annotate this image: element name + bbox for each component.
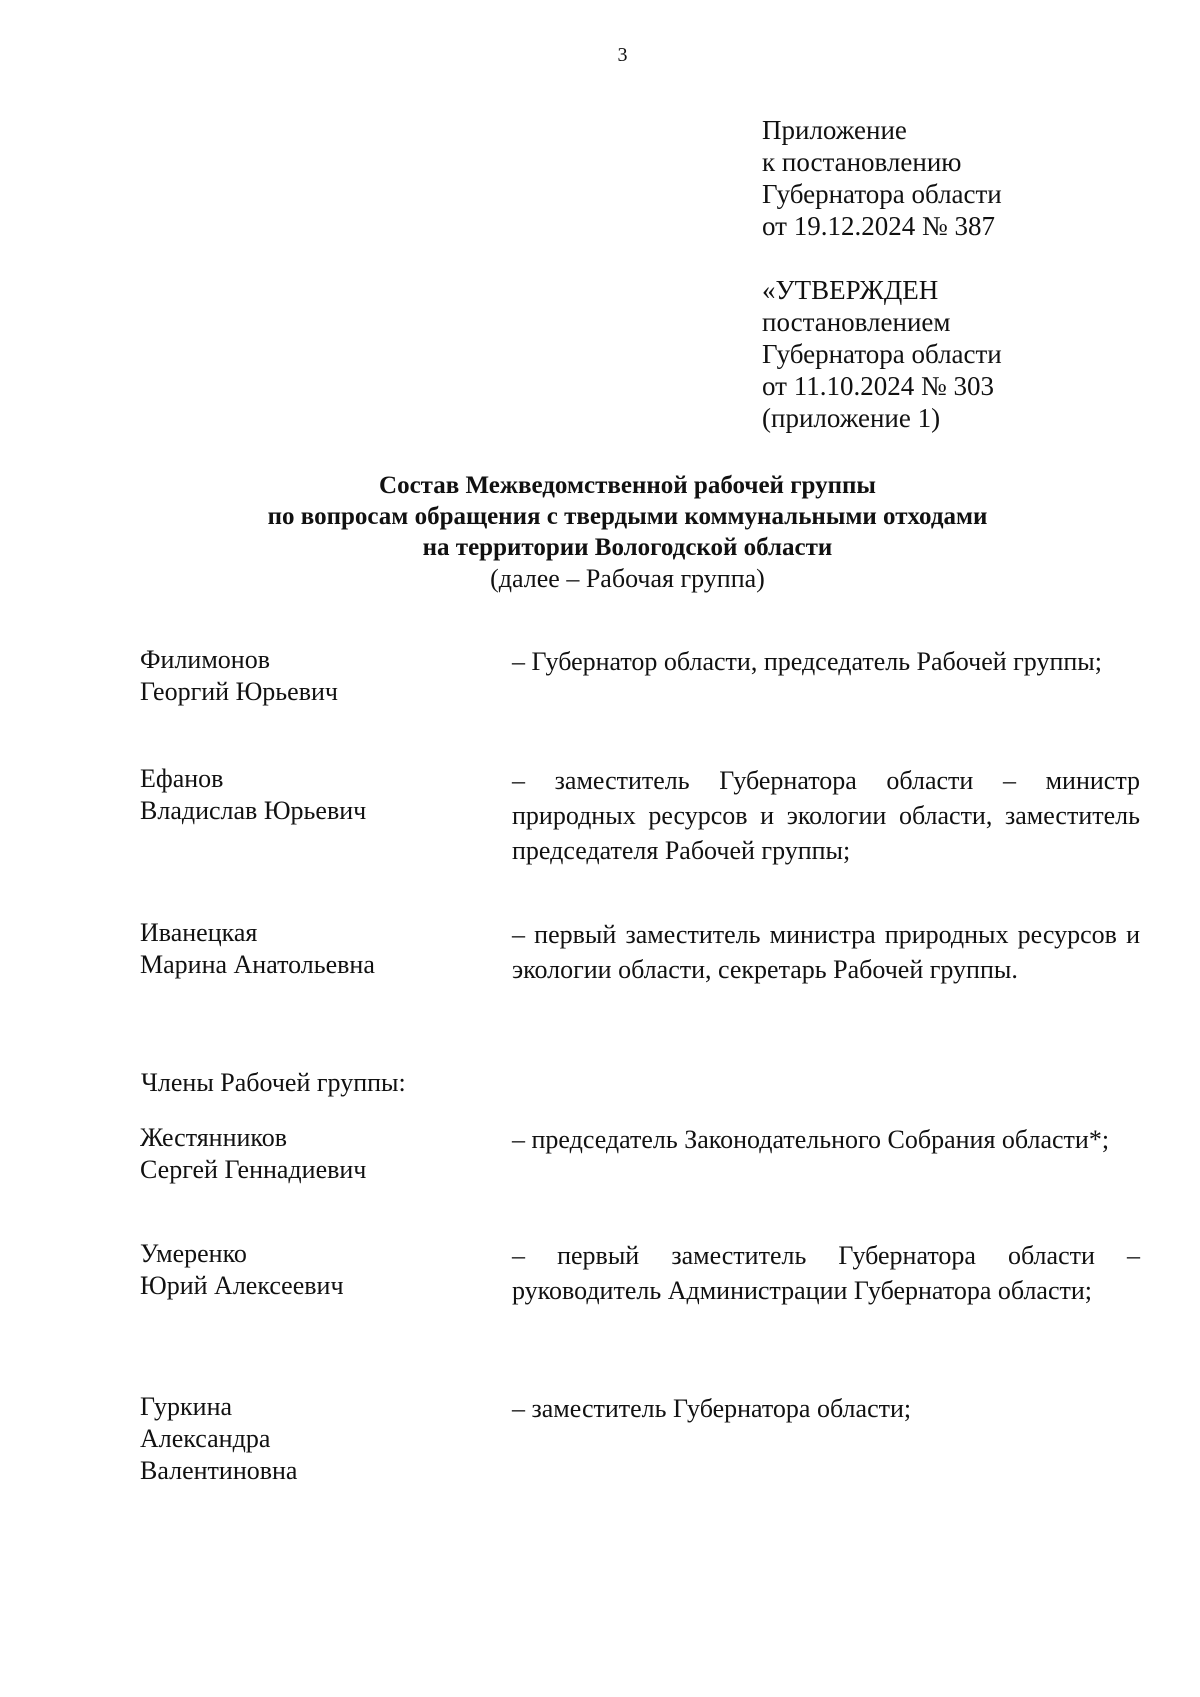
member-name: Филимонов Георгий Юрьевич xyxy=(140,645,338,706)
page-number: 3 xyxy=(617,44,628,66)
annex-line: Губернатора области xyxy=(762,179,1002,209)
approval-line: от 11.10.2024 № 303 xyxy=(762,371,994,401)
document-title xyxy=(0,470,1200,594)
approval-line: Губернатора области xyxy=(762,339,1002,369)
member-name: Умеренко Юрий Алексеевич xyxy=(140,1239,344,1300)
approval-line: постановлением xyxy=(762,307,951,337)
title-line: по вопросам обращения с твердыми коммунальными отходами xyxy=(267,503,988,530)
annex-line: от 19.12.2024 № 387 xyxy=(762,211,995,241)
member-role: – первый заместитель Губернатора области – руководитель Администрации Губернатора области; xyxy=(512,1241,1140,1305)
member-name: Жестянников Сергей Геннадиевич xyxy=(140,1123,367,1184)
member-name: Гуркина Александра Валентиновна xyxy=(140,1392,298,1485)
annex-line: к постановлению xyxy=(762,147,962,177)
annex-line: Приложение xyxy=(762,115,907,145)
member-role: – заместитель Губернатора области; xyxy=(512,1394,912,1423)
member-role: – заместитель Губернатора области – министр природных ресурсов и экологии области, заместитель председателя Рабочей группы; xyxy=(512,766,1140,865)
approval-line: «УТВЕРЖДЕН xyxy=(762,275,939,305)
member-name: Ефанов Владислав Юрьевич xyxy=(140,764,367,825)
title-line: на территории Вологодской области xyxy=(422,534,833,561)
approval-line: (приложение 1) xyxy=(762,403,941,433)
annex-header xyxy=(762,114,1142,242)
member-role: – первый заместитель министра природных ресурсов и экологии области, секретарь Рабочей группы. xyxy=(512,920,1140,984)
member-name: Иванецкая Марина Анатольевна xyxy=(140,918,375,979)
member-role: – председатель Законодательного Собрания области*; xyxy=(512,1125,1110,1154)
approval-stamp xyxy=(762,274,1142,434)
members-section-label: Члены Рабочей группы: xyxy=(141,1068,406,1097)
title-subtitle: (далее – Рабочая группа) xyxy=(490,564,765,593)
member-role: – Губернатор области, председатель Рабочей группы; xyxy=(512,647,1102,676)
title-line: Состав Межведомственной рабочей группы xyxy=(379,472,876,499)
